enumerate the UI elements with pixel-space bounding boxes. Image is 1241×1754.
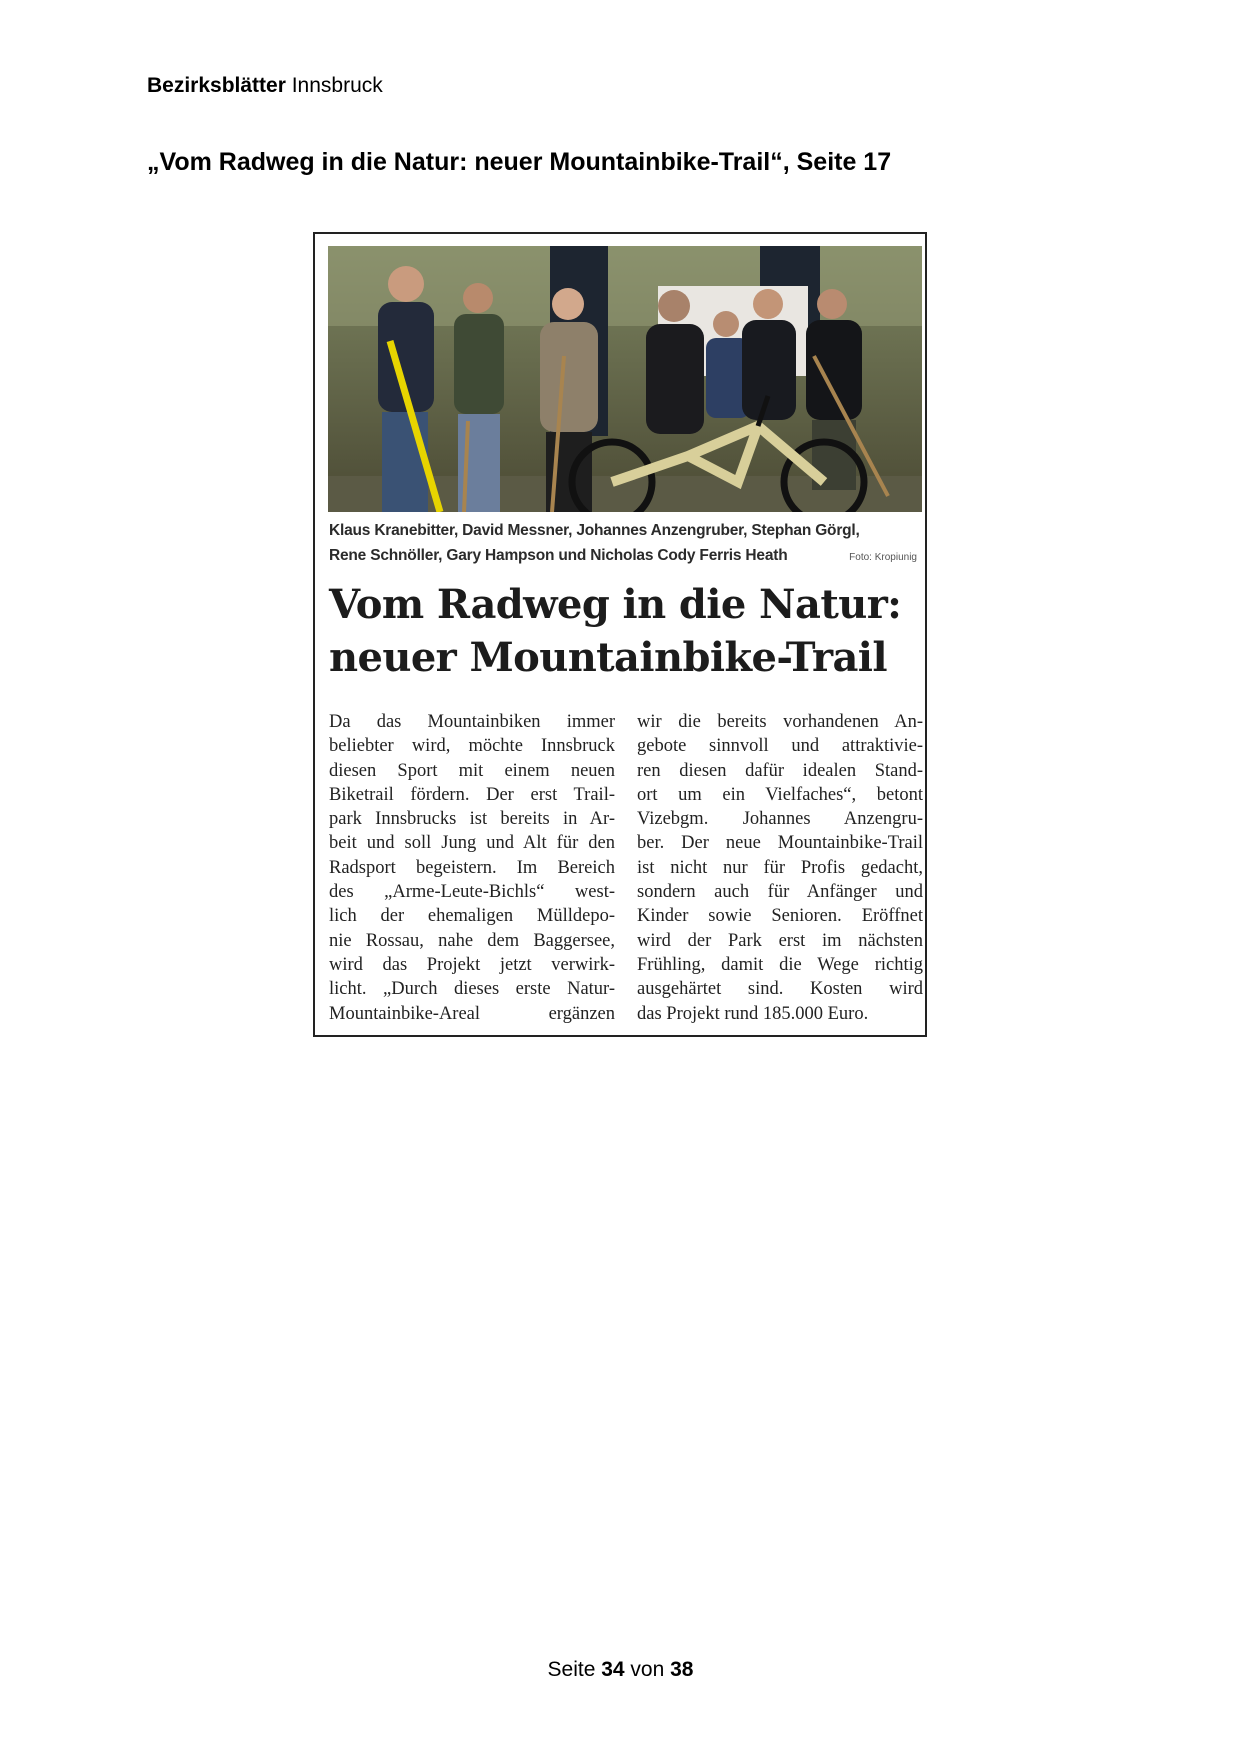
- body-line: lich der ehemaligen Mülldepo-: [329, 906, 615, 927]
- body-line: Frühling, damit die Wege richtig: [637, 954, 923, 975]
- body-line: nie Rossau, nahe dem Baggersee,: [329, 930, 615, 951]
- body-line: gebote sinnvoll und attraktivie-: [637, 736, 923, 757]
- caption-line: Rene Schnöller, Gary Hampson und Nicholas Cody Ferris Heath: [329, 547, 788, 564]
- body-line: diesen Sport mit einem neuen: [329, 760, 615, 781]
- body-line: Mountainbike-Areal ergänzen: [329, 1003, 615, 1024]
- body-line: Biketrail fördern. Der erst Trail-: [329, 784, 615, 805]
- page-number-current: 34: [601, 1658, 625, 1681]
- body-line: wir die bereits vorhandenen An-: [637, 712, 923, 732]
- body-line: beliebter wird, möchte Innsbruck: [329, 736, 615, 757]
- page-number-total: 38: [670, 1658, 694, 1681]
- body-line: des „Arme-Leute-Bichls“ west-: [329, 882, 615, 903]
- body-line: Radsport begeistern. Im Bereich: [329, 857, 615, 878]
- body-line: ort um ein Vielfaches“, betont: [637, 784, 923, 805]
- article-headline: [329, 578, 923, 684]
- body-line: Vizebgm. Johannes Anzengru-: [637, 809, 923, 830]
- body-line: ist nicht nur für Profis gedacht,: [637, 857, 923, 878]
- body-line: das Projekt rund 185.000 Euro.: [637, 1003, 869, 1024]
- body-line: ber. Der neue Mountainbike-Trail: [637, 833, 923, 854]
- body-line: ren diesen dafür idealen Stand-: [637, 760, 923, 781]
- group-photo-illustration: [328, 246, 922, 512]
- page-number-prefix: Seite: [547, 1658, 602, 1681]
- column-left: [329, 710, 615, 1026]
- group-photo: [328, 246, 922, 512]
- publication-name-bold: Bezirksblätter: [147, 74, 286, 97]
- caption-line: Klaus Kranebitter, David Messner, Johannes Anzengruber, Stephan Görgl,: [329, 522, 860, 539]
- headline-line: neuer Mountainbike-Trail: [329, 634, 888, 681]
- page-number-middle: von: [624, 1658, 671, 1681]
- page-number: [0, 1658, 1241, 1682]
- body-line: licht. „Durch dieses erste Natur-: [329, 979, 615, 1000]
- body-line: park Innsbrucks ist bereits in Ar-: [329, 809, 615, 830]
- body-line: Da das Mountainbiken immer: [329, 712, 615, 732]
- photo-caption: [329, 518, 921, 568]
- body-line: sondern auch für Anfänger und: [637, 882, 923, 903]
- body-line: wird das Projekt jetzt verwirk-: [329, 954, 615, 975]
- publication-name-region: Innsbruck: [285, 74, 383, 97]
- photo-credit: Foto: Kropiunig: [849, 552, 917, 563]
- column-right: [637, 710, 923, 1026]
- body-line: wird der Park erst im nächsten: [637, 930, 923, 951]
- article-reference: „Vom Radweg in die Natur: neuer Mountainbike-Trail“, Seite 17: [147, 148, 892, 176]
- headline-line: Vom Radweg in die Natur:: [329, 581, 902, 628]
- body-line: beit und soll Jung und Alt für den: [329, 833, 615, 854]
- body-line: Kinder sowie Senioren. Eröffnet: [637, 906, 923, 927]
- publication-name: [147, 74, 383, 98]
- body-line: ausgehärtet sind. Kosten wird: [637, 979, 923, 1000]
- newspaper-clipping: [313, 232, 927, 1037]
- article-body: [329, 710, 923, 1026]
